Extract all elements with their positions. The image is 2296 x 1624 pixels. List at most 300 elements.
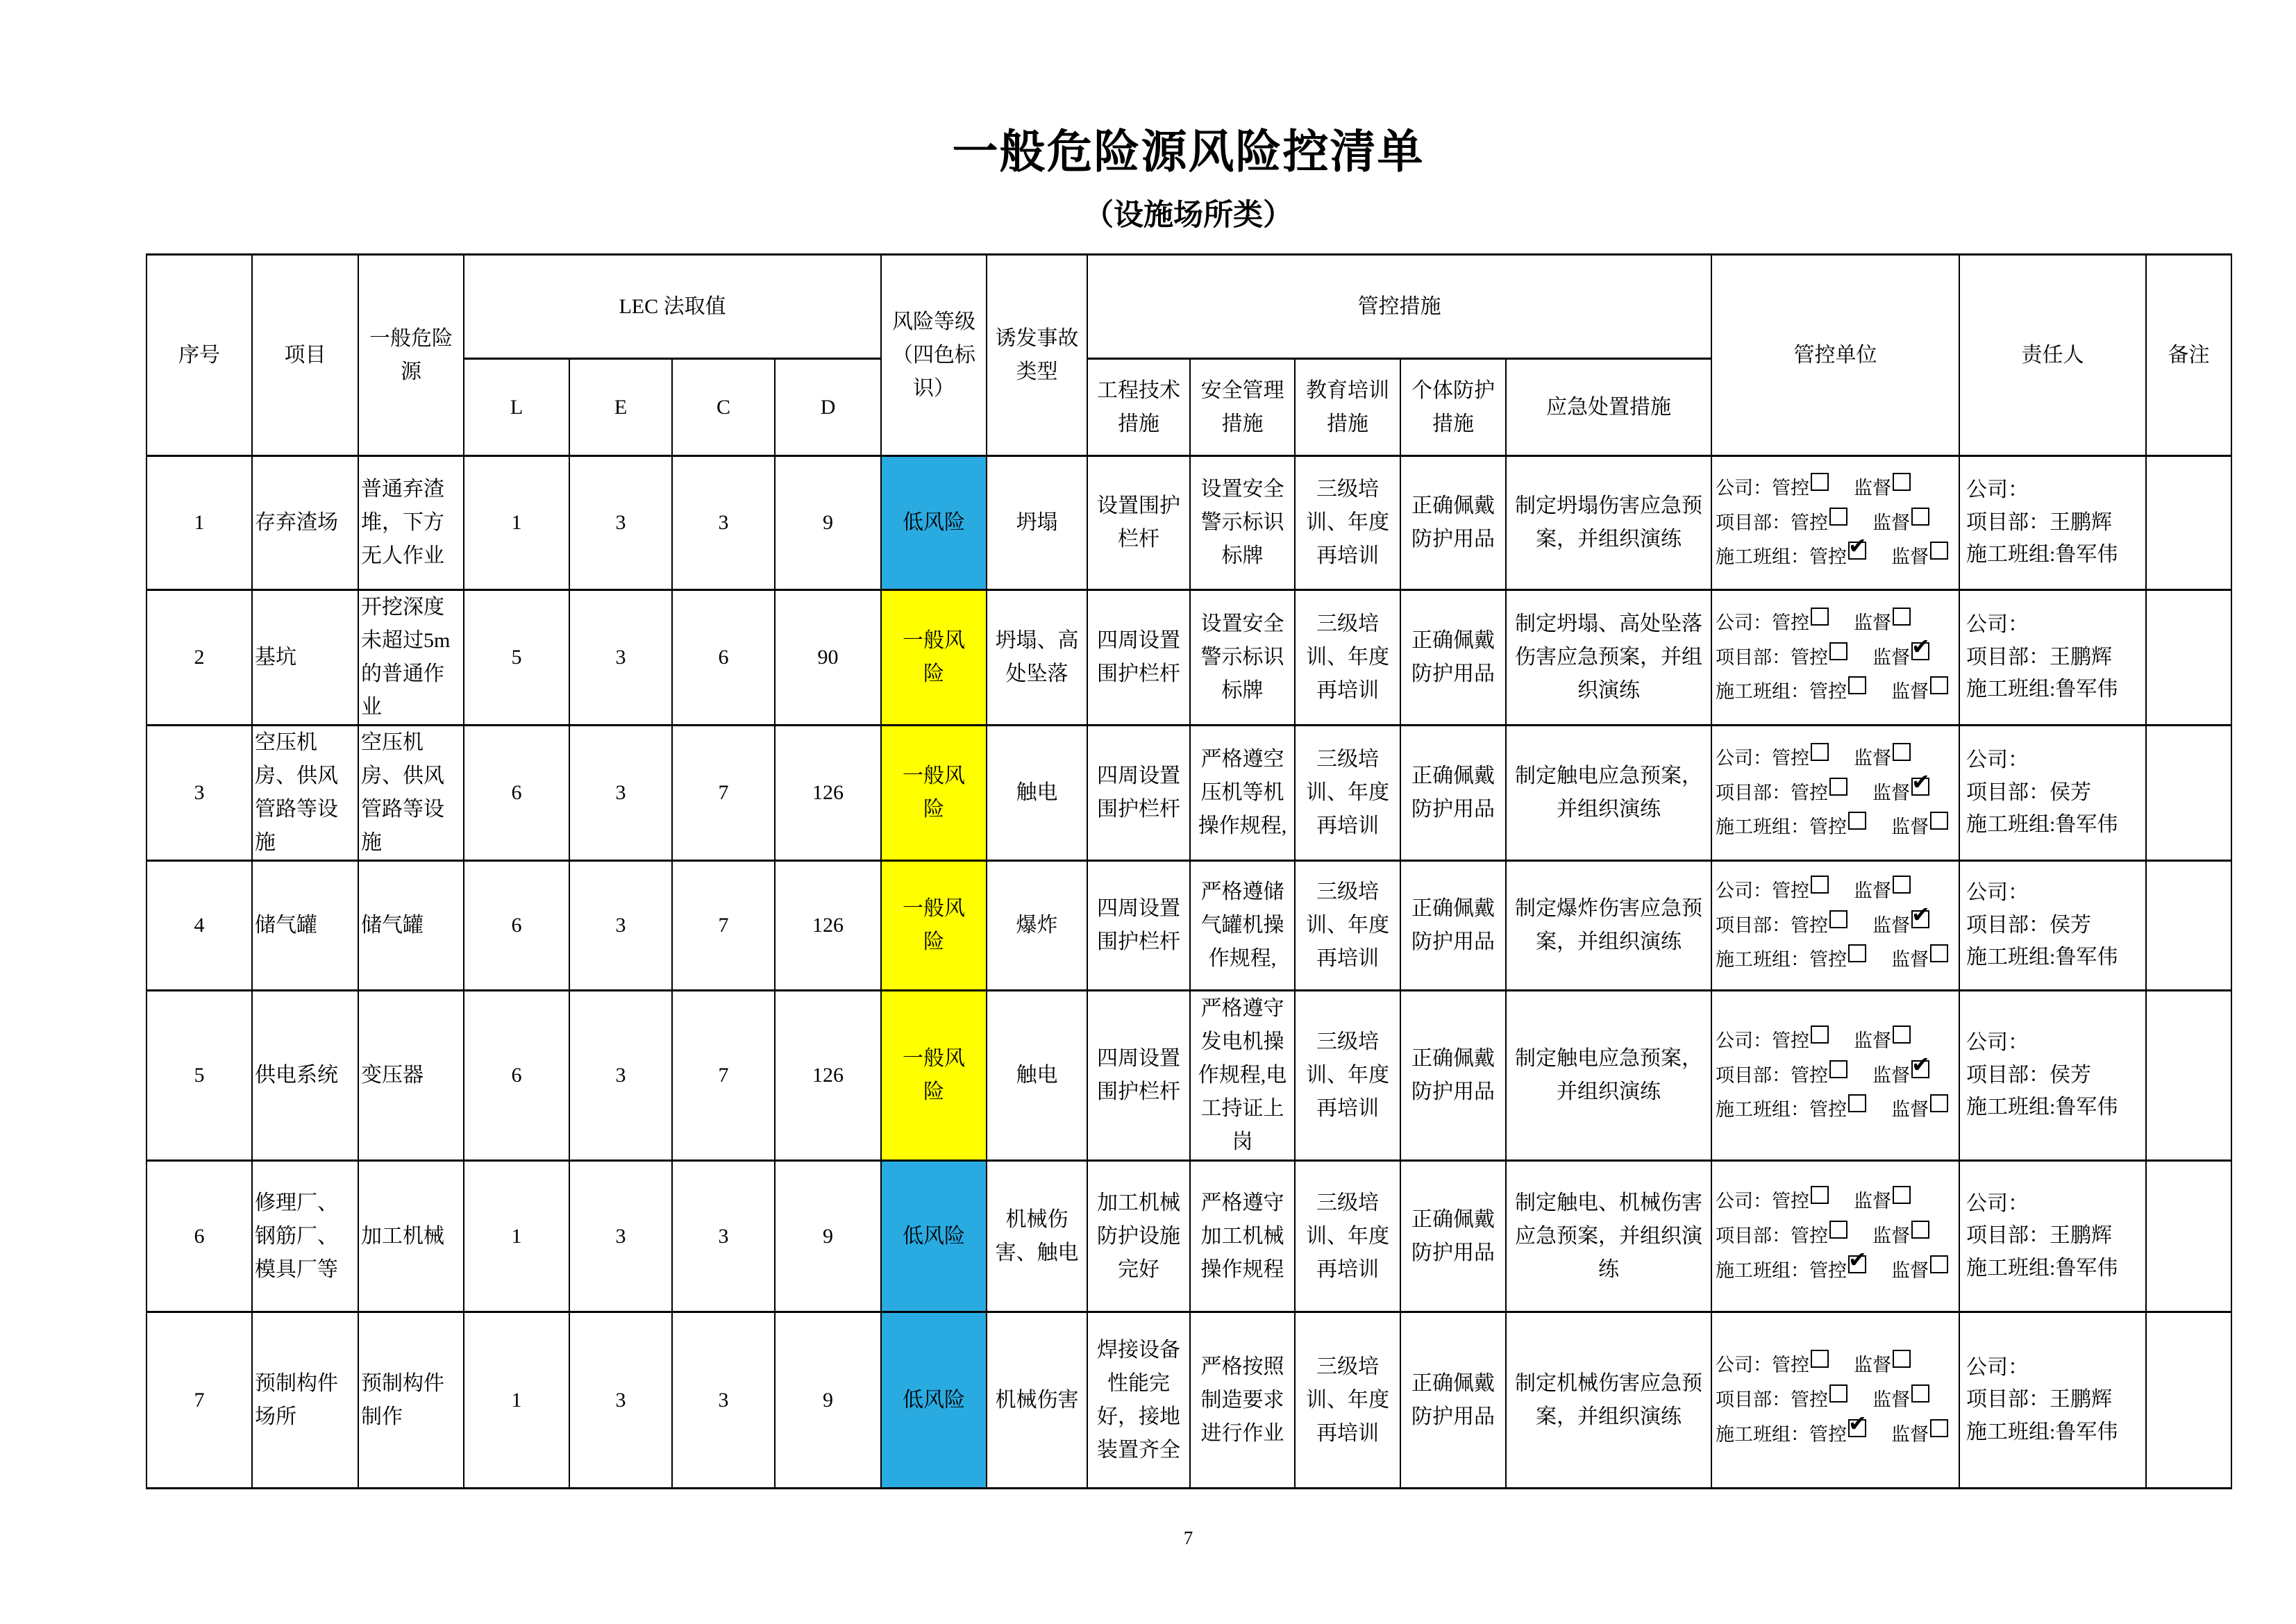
unit-line-department bbox=[1716, 1221, 1957, 1252]
company-label: 公司： bbox=[1716, 612, 1773, 633]
squad-label: 施工班组: bbox=[1966, 1096, 2056, 1119]
header-personal-protection-measures: 个体防护措施 bbox=[1400, 359, 1506, 456]
checkbox-department-supervise[interactable] bbox=[1911, 1384, 1929, 1403]
checkbox-squad-supervise[interactable] bbox=[1930, 542, 1948, 560]
responsible-squad-name: 鲁军伟 bbox=[2055, 543, 2118, 567]
checkbox-company-supervise[interactable] bbox=[1893, 608, 1911, 626]
header-education-training-measures: 教育培训措施 bbox=[1295, 359, 1400, 456]
responsible-company-line bbox=[1966, 744, 2144, 777]
cell-engineering-measures: 焊接设备性能完好，接地装置齐全 bbox=[1087, 1312, 1190, 1489]
cell-safety-management-measures: 设置安全警示标识标牌 bbox=[1190, 456, 1295, 590]
responsible-company-line bbox=[1966, 877, 2144, 910]
cell-safety-management-measures: 严格遵守加工机械操作规程 bbox=[1190, 1161, 1295, 1312]
unit-line-squad bbox=[1716, 1094, 1957, 1125]
cell-D: 126 bbox=[775, 861, 881, 991]
cell-serial-number: 3 bbox=[146, 726, 252, 861]
company-label: 公司： bbox=[1966, 478, 2029, 502]
page-subtitle: （设施场所类） bbox=[1084, 199, 1293, 232]
checkbox-squad-control[interactable] bbox=[1848, 1255, 1866, 1273]
cell-personal-protection-measures: 正确佩戴防护用品 bbox=[1400, 1312, 1506, 1489]
header-risk-level: 风险等级（四色标识） bbox=[881, 255, 987, 456]
squad-label: 施工班组: bbox=[1966, 1420, 2056, 1443]
table-row bbox=[146, 861, 2231, 991]
supervise-label: 监督 bbox=[1854, 880, 1892, 901]
company-label: 公司： bbox=[1716, 1355, 1773, 1376]
checkbox-squad-supervise[interactable] bbox=[1930, 812, 1948, 830]
cell-C: 6 bbox=[672, 590, 775, 726]
header-remark: 备注 bbox=[2146, 255, 2231, 456]
table-row bbox=[146, 1161, 2231, 1312]
supervise-label: 监督 bbox=[1891, 546, 1929, 568]
responsible-department-name: 侯芳 bbox=[2050, 1063, 2092, 1087]
control-label: 管控 bbox=[1791, 782, 1829, 803]
supervise-label: 监督 bbox=[1891, 1099, 1929, 1121]
risk-level-cell: 一般风险 bbox=[881, 861, 987, 991]
cell-D: 9 bbox=[775, 1312, 881, 1489]
supervise-label: 监督 bbox=[1891, 681, 1929, 703]
checkbox-company-supervise[interactable] bbox=[1893, 743, 1911, 761]
cell-E: 3 bbox=[569, 991, 672, 1161]
checkbox-department-control[interactable] bbox=[1829, 508, 1847, 526]
cell-emergency-measures: 制定触电、机械伤害应急预案，并组织演练 bbox=[1506, 1161, 1711, 1312]
checkbox-squad-control[interactable] bbox=[1848, 1419, 1866, 1437]
table-row bbox=[146, 726, 2231, 861]
cell-education-training-measures: 三级培训、年度再培训 bbox=[1295, 590, 1400, 726]
cell-L: 6 bbox=[464, 726, 569, 861]
supervise-label: 监督 bbox=[1854, 1030, 1892, 1051]
risk-level-cell: 低风险 bbox=[881, 1161, 987, 1312]
supervise-label: 监督 bbox=[1854, 477, 1892, 499]
header-C: C bbox=[672, 359, 775, 456]
control-label: 管控 bbox=[1772, 747, 1810, 769]
checkbox-squad-supervise[interactable] bbox=[1930, 676, 1948, 694]
cell-responsible-person bbox=[1959, 861, 2146, 991]
cell-accident-type: 爆炸 bbox=[987, 861, 1087, 991]
responsible-department-line bbox=[1966, 642, 2144, 674]
company-label: 公司： bbox=[1966, 748, 2029, 772]
squad-label: 施工班组： bbox=[1716, 949, 1810, 971]
cell-E: 3 bbox=[569, 1161, 672, 1312]
control-label: 管控 bbox=[1772, 1191, 1810, 1212]
document-page bbox=[146, 0, 2231, 1549]
department-label: 项目部： bbox=[1716, 512, 1791, 533]
cell-hazard-source: 加工机械 bbox=[358, 1161, 464, 1312]
cell-hazard-source: 开挖深度未超过5m的普通作业 bbox=[358, 590, 464, 726]
cell-responsible-person bbox=[1959, 726, 2146, 861]
department-label: 项目部： bbox=[1966, 913, 2050, 937]
cell-L: 5 bbox=[464, 590, 569, 726]
cell-L: 1 bbox=[464, 1312, 569, 1489]
cell-E: 3 bbox=[569, 590, 672, 726]
cell-C: 7 bbox=[672, 861, 775, 991]
squad-label: 施工班组: bbox=[1966, 678, 2056, 701]
squad-label: 施工班组： bbox=[1716, 681, 1810, 703]
cell-personal-protection-measures: 正确佩戴防护用品 bbox=[1400, 991, 1506, 1161]
header-emergency-measures: 应急处置措施 bbox=[1506, 359, 1711, 456]
cell-education-training-measures: 三级培训、年度再培训 bbox=[1295, 456, 1400, 590]
squad-label: 施工班组： bbox=[1716, 1259, 1810, 1281]
responsible-squad-name: 鲁军伟 bbox=[2055, 813, 2118, 837]
checkbox-company-control[interactable] bbox=[1811, 473, 1829, 491]
cell-engineering-measures: 四周设置围护栏杆 bbox=[1087, 590, 1190, 726]
supervise-label: 监督 bbox=[1854, 747, 1892, 769]
checkbox-company-control[interactable] bbox=[1811, 1186, 1829, 1204]
checkbox-department-control[interactable] bbox=[1829, 642, 1847, 660]
cell-engineering-measures: 加工机械防护设施完好 bbox=[1087, 1161, 1190, 1312]
cell-remark bbox=[2146, 456, 2231, 590]
header-serial-number: 序号 bbox=[146, 255, 252, 456]
control-label: 管控 bbox=[1791, 1389, 1829, 1411]
header-responsible-person: 责任人 bbox=[1959, 255, 2146, 456]
cell-serial-number: 6 bbox=[146, 1161, 252, 1312]
checkbox-company-control[interactable] bbox=[1811, 876, 1829, 894]
unit-line-squad bbox=[1716, 1255, 1957, 1287]
supervise-label: 监督 bbox=[1891, 949, 1929, 971]
cell-personal-protection-measures: 正确佩戴防护用品 bbox=[1400, 861, 1506, 991]
checkbox-company-supervise[interactable] bbox=[1893, 1026, 1911, 1044]
company-label: 公司： bbox=[1966, 1191, 2029, 1215]
company-label: 公司： bbox=[1716, 477, 1773, 499]
supervise-label: 监督 bbox=[1872, 1225, 1911, 1247]
risk-level-cell: 一般风险 bbox=[881, 991, 987, 1161]
cell-remark bbox=[2146, 726, 2231, 861]
cell-accident-type: 触电 bbox=[987, 726, 1087, 861]
cell-control-unit bbox=[1711, 1161, 1959, 1312]
control-label: 管控 bbox=[1772, 1030, 1810, 1051]
cell-control-unit bbox=[1711, 726, 1959, 861]
unit-line-squad bbox=[1716, 542, 1957, 573]
responsible-squad-line bbox=[1966, 673, 2144, 706]
cell-education-training-measures: 三级培训、年度再培训 bbox=[1295, 991, 1400, 1161]
cell-hazard-source: 预制构件制作 bbox=[358, 1312, 464, 1489]
checkbox-squad-supervise[interactable] bbox=[1930, 1094, 1948, 1112]
unit-line-department bbox=[1716, 778, 1957, 809]
supervise-label: 监督 bbox=[1872, 782, 1911, 803]
cell-project: 储气罐 bbox=[252, 861, 358, 991]
cell-hazard-source: 储气罐 bbox=[358, 861, 464, 991]
cell-safety-management-measures: 设置安全警示标识标牌 bbox=[1190, 590, 1295, 726]
checkbox-squad-control[interactable] bbox=[1848, 676, 1866, 694]
header-control-unit: 管控单位 bbox=[1711, 255, 1959, 456]
cell-serial-number: 4 bbox=[146, 861, 252, 991]
unit-line-department bbox=[1716, 1060, 1957, 1091]
checkbox-department-control[interactable] bbox=[1829, 1060, 1847, 1078]
cell-responsible-person bbox=[1959, 456, 2146, 590]
responsible-squad-name: 鲁军伟 bbox=[2055, 678, 2118, 701]
squad-label: 施工班组： bbox=[1716, 1423, 1810, 1445]
cell-engineering-measures: 四周设置围护栏杆 bbox=[1087, 991, 1190, 1161]
department-label: 项目部： bbox=[1716, 782, 1791, 803]
cell-D: 9 bbox=[775, 456, 881, 590]
control-label: 管控 bbox=[1791, 646, 1829, 668]
cell-accident-type: 坍塌 bbox=[987, 456, 1087, 590]
unit-line-squad bbox=[1716, 1419, 1957, 1450]
responsible-squad-name: 鲁军伟 bbox=[2055, 1256, 2118, 1280]
cell-E: 3 bbox=[569, 861, 672, 991]
squad-label: 施工班组: bbox=[1966, 543, 2056, 567]
cell-project: 基坑 bbox=[252, 590, 358, 726]
company-label: 公司： bbox=[1966, 1355, 2029, 1379]
cell-engineering-measures: 设置围护栏杆 bbox=[1087, 456, 1190, 590]
cell-D: 9 bbox=[775, 1161, 881, 1312]
responsible-department-name: 侯芳 bbox=[2050, 780, 2092, 804]
control-label: 管控 bbox=[1809, 681, 1847, 703]
cell-safety-management-measures: 严格遵储气罐机操作规程, bbox=[1190, 861, 1295, 991]
header-accident-type: 诱发事故类型 bbox=[987, 255, 1087, 456]
cell-control-unit bbox=[1711, 861, 1959, 991]
checkbox-company-control[interactable] bbox=[1811, 743, 1829, 761]
control-label: 管控 bbox=[1791, 914, 1829, 936]
control-label: 管控 bbox=[1809, 1259, 1847, 1281]
cell-safety-management-measures: 严格遵守发电机操作规程,电工持证上岗 bbox=[1190, 991, 1295, 1161]
cell-project: 存弃渣场 bbox=[252, 456, 358, 590]
cell-L: 1 bbox=[464, 1161, 569, 1312]
checkbox-department-supervise[interactable] bbox=[1911, 910, 1929, 928]
department-label: 项目部： bbox=[1716, 646, 1791, 668]
header-control-measures-group: 管控措施 bbox=[1087, 255, 1711, 359]
checkbox-department-supervise[interactable] bbox=[1911, 1221, 1929, 1239]
header-hazard-source: 一般危险源 bbox=[358, 255, 464, 456]
checkbox-department-supervise[interactable] bbox=[1911, 778, 1929, 796]
supervise-label: 监督 bbox=[1872, 1389, 1911, 1411]
responsible-department-name: 王鹏辉 bbox=[2050, 645, 2113, 669]
control-label: 管控 bbox=[1791, 512, 1829, 533]
risk-control-table bbox=[146, 253, 2232, 1489]
cell-D: 126 bbox=[775, 726, 881, 861]
risk-level-cell: 低风险 bbox=[881, 1312, 987, 1489]
cell-education-training-measures: 三级培训、年度再培训 bbox=[1295, 726, 1400, 861]
department-label: 项目部： bbox=[1966, 1224, 2050, 1248]
company-label: 公司： bbox=[1966, 1031, 2029, 1055]
department-label: 项目部： bbox=[1716, 1064, 1791, 1086]
cell-control-unit bbox=[1711, 1312, 1959, 1489]
cell-E: 3 bbox=[569, 456, 672, 590]
supervise-label: 监督 bbox=[1872, 1064, 1911, 1086]
cell-C: 3 bbox=[672, 1161, 775, 1312]
cell-emergency-measures: 制定坍塌、高处坠落伤害应急预案，并组织演练 bbox=[1506, 590, 1711, 726]
cell-accident-type: 触电 bbox=[987, 991, 1087, 1161]
unit-line-company bbox=[1716, 473, 1957, 504]
supervise-label: 监督 bbox=[1891, 1423, 1929, 1445]
responsible-department-line bbox=[1966, 507, 2144, 539]
cell-C: 7 bbox=[672, 726, 775, 861]
cell-accident-type: 坍塌、高处坠落 bbox=[987, 590, 1087, 726]
supervise-label: 监督 bbox=[1872, 646, 1911, 668]
control-label: 管控 bbox=[1772, 477, 1810, 499]
checkbox-department-control[interactable] bbox=[1829, 1221, 1847, 1239]
cell-safety-management-measures: 严格遵空压机等机操作规程, bbox=[1190, 726, 1295, 861]
company-label: 公司： bbox=[1966, 881, 2029, 905]
checkbox-company-supervise[interactable] bbox=[1893, 1186, 1911, 1204]
header-L: L bbox=[464, 359, 569, 456]
department-label: 项目部： bbox=[1966, 780, 2050, 804]
risk-level-cell: 一般风险 bbox=[881, 590, 987, 726]
cell-serial-number: 7 bbox=[146, 1312, 252, 1489]
cell-hazard-source: 空压机房、供风管路等设施 bbox=[358, 726, 464, 861]
control-label: 管控 bbox=[1772, 1355, 1810, 1376]
checkbox-department-supervise[interactable] bbox=[1911, 508, 1929, 526]
company-label: 公司： bbox=[1716, 1030, 1773, 1051]
cell-accident-type: 机械伤害、触电 bbox=[987, 1161, 1087, 1312]
cell-project: 空压机房、供风管路等设施 bbox=[252, 726, 358, 861]
risk-level-cell: 低风险 bbox=[881, 456, 987, 590]
unit-line-company bbox=[1716, 1350, 1957, 1381]
control-label: 管控 bbox=[1772, 612, 1810, 633]
cell-E: 3 bbox=[569, 1312, 672, 1489]
supervise-label: 监督 bbox=[1872, 914, 1911, 936]
page-number: 7 bbox=[1183, 1527, 1193, 1548]
cell-E: 3 bbox=[569, 726, 672, 861]
checkbox-squad-supervise[interactable] bbox=[1930, 1419, 1948, 1437]
cell-serial-number: 5 bbox=[146, 991, 252, 1161]
cell-personal-protection-measures: 正确佩戴防护用品 bbox=[1400, 1161, 1506, 1312]
responsible-squad-line bbox=[1966, 1091, 2144, 1124]
checkbox-department-supervise[interactable] bbox=[1911, 1060, 1929, 1078]
checkbox-squad-control[interactable] bbox=[1848, 944, 1866, 962]
responsible-department-line bbox=[1966, 1220, 2144, 1253]
cell-education-training-measures: 三级培训、年度再培训 bbox=[1295, 861, 1400, 991]
department-label: 项目部： bbox=[1716, 1389, 1791, 1411]
cell-L: 1 bbox=[464, 456, 569, 590]
supervise-label: 监督 bbox=[1854, 1191, 1892, 1212]
supervise-label: 监督 bbox=[1891, 1259, 1929, 1281]
unit-line-department bbox=[1716, 508, 1957, 539]
responsible-squad-line bbox=[1966, 809, 2144, 842]
table-row bbox=[146, 456, 2231, 590]
checkbox-company-control[interactable] bbox=[1811, 1026, 1829, 1044]
unit-line-department bbox=[1716, 910, 1957, 941]
checkbox-department-control[interactable] bbox=[1829, 778, 1847, 796]
checkbox-company-control[interactable] bbox=[1811, 608, 1829, 626]
responsible-department-line bbox=[1966, 777, 2144, 810]
checkbox-department-control[interactable] bbox=[1829, 910, 1847, 928]
checkbox-company-control[interactable] bbox=[1811, 1350, 1829, 1368]
cell-responsible-person bbox=[1959, 991, 2146, 1161]
cell-responsible-person bbox=[1959, 1161, 2146, 1312]
responsible-squad-line bbox=[1966, 941, 2144, 974]
checkbox-squad-supervise[interactable] bbox=[1930, 1255, 1948, 1273]
company-label: 公司： bbox=[1716, 1191, 1773, 1212]
company-label: 公司： bbox=[1716, 747, 1773, 769]
department-label: 项目部： bbox=[1966, 510, 2050, 534]
responsible-company-line bbox=[1966, 1027, 2144, 1060]
supervise-label: 监督 bbox=[1854, 1355, 1892, 1376]
control-label: 管控 bbox=[1809, 546, 1847, 568]
cell-emergency-measures: 制定触电应急预案，并组织演练 bbox=[1506, 726, 1711, 861]
cell-remark bbox=[2146, 991, 2231, 1161]
cell-L: 6 bbox=[464, 991, 569, 1161]
squad-label: 施工班组: bbox=[1966, 1256, 2056, 1280]
responsible-department-name: 王鹏辉 bbox=[2050, 1224, 2113, 1248]
squad-label: 施工班组: bbox=[1966, 946, 2056, 969]
cell-hazard-source: 变压器 bbox=[358, 991, 464, 1161]
cell-C: 3 bbox=[672, 1312, 775, 1489]
responsible-department-line bbox=[1966, 1384, 2144, 1416]
responsible-squad-name: 鲁军伟 bbox=[2055, 1096, 2118, 1119]
header-safety-management-measures: 安全管理措施 bbox=[1190, 359, 1295, 456]
department-label: 项目部： bbox=[1966, 1063, 2050, 1087]
cell-remark bbox=[2146, 861, 2231, 991]
table-row bbox=[146, 590, 2231, 726]
cell-D: 90 bbox=[775, 590, 881, 726]
header-lec-group: LEC 法取值 bbox=[464, 255, 881, 359]
squad-label: 施工班组： bbox=[1716, 1099, 1810, 1121]
responsible-department-line bbox=[1966, 1060, 2144, 1092]
cell-education-training-measures: 三级培训、年度再培训 bbox=[1295, 1161, 1400, 1312]
header-D: D bbox=[775, 359, 881, 456]
risk-level-cell: 一般风险 bbox=[881, 726, 987, 861]
responsible-department-name: 王鹏辉 bbox=[2050, 510, 2113, 534]
checkbox-squad-control[interactable] bbox=[1848, 542, 1866, 560]
cell-engineering-measures: 四周设置围护栏杆 bbox=[1087, 726, 1190, 861]
checkbox-squad-control[interactable] bbox=[1848, 1094, 1866, 1112]
cell-safety-management-measures: 严格按照制造要求进行作业 bbox=[1190, 1312, 1295, 1489]
checkbox-squad-control[interactable] bbox=[1848, 812, 1866, 830]
responsible-company-line bbox=[1966, 609, 2144, 642]
page-title: 一般危险源风险控清单 bbox=[952, 126, 1425, 177]
checkbox-company-supervise[interactable] bbox=[1893, 473, 1911, 491]
control-label: 管控 bbox=[1791, 1064, 1829, 1086]
department-label: 项目部： bbox=[1716, 1225, 1791, 1247]
department-label: 项目部： bbox=[1966, 1388, 2050, 1412]
squad-label: 施工班组: bbox=[1966, 813, 2056, 837]
checkbox-squad-supervise[interactable] bbox=[1930, 944, 1948, 962]
cell-control-unit bbox=[1711, 456, 1959, 590]
control-label: 管控 bbox=[1772, 880, 1810, 901]
cell-responsible-person bbox=[1959, 590, 2146, 726]
unit-line-squad bbox=[1716, 676, 1957, 708]
squad-label: 施工班组： bbox=[1716, 546, 1810, 568]
responsible-company-line bbox=[1966, 474, 2144, 507]
cell-emergency-measures: 制定触电应急预案，并组织演练 bbox=[1506, 991, 1711, 1161]
squad-label: 施工班组： bbox=[1716, 817, 1810, 838]
table-row bbox=[146, 991, 2231, 1161]
cell-personal-protection-measures: 正确佩戴防护用品 bbox=[1400, 726, 1506, 861]
checkbox-department-control[interactable] bbox=[1829, 1384, 1847, 1403]
checkbox-department-supervise[interactable] bbox=[1911, 642, 1929, 660]
responsible-squad-line bbox=[1966, 1253, 2144, 1285]
cell-serial-number: 2 bbox=[146, 590, 252, 726]
responsible-company-line bbox=[1966, 1188, 2144, 1221]
cell-control-unit bbox=[1711, 991, 1959, 1161]
supervise-label: 监督 bbox=[1891, 817, 1929, 838]
checkbox-company-supervise[interactable] bbox=[1893, 1350, 1911, 1368]
cell-engineering-measures: 四周设置围护栏杆 bbox=[1087, 861, 1190, 991]
cell-education-training-measures: 三级培训、年度再培训 bbox=[1295, 1312, 1400, 1489]
responsible-department-name: 侯芳 bbox=[2050, 913, 2092, 937]
control-label: 管控 bbox=[1791, 1225, 1829, 1247]
cell-control-unit bbox=[1711, 590, 1959, 726]
cell-D: 126 bbox=[775, 991, 881, 1161]
control-label: 管控 bbox=[1809, 1099, 1847, 1121]
responsible-squad-name: 鲁军伟 bbox=[2055, 1420, 2118, 1443]
cell-remark bbox=[2146, 590, 2231, 726]
cell-project: 供电系统 bbox=[252, 991, 358, 1161]
responsible-department-line bbox=[1966, 910, 2144, 942]
cell-hazard-source: 普通弃渣堆，下方无人作业 bbox=[358, 456, 464, 590]
table-body bbox=[146, 456, 2231, 1489]
company-label: 公司： bbox=[1716, 880, 1773, 901]
cell-L: 6 bbox=[464, 861, 569, 991]
cell-project: 修理厂、钢筋厂、模具厂等 bbox=[252, 1161, 358, 1312]
checkbox-company-supervise[interactable] bbox=[1893, 876, 1911, 894]
unit-line-squad bbox=[1716, 812, 1957, 843]
responsible-company-line bbox=[1966, 1352, 2144, 1384]
cell-accident-type: 机械伤害 bbox=[987, 1312, 1087, 1489]
control-label: 管控 bbox=[1809, 949, 1847, 971]
cell-serial-number: 1 bbox=[146, 456, 252, 590]
responsible-squad-line bbox=[1966, 539, 2144, 571]
